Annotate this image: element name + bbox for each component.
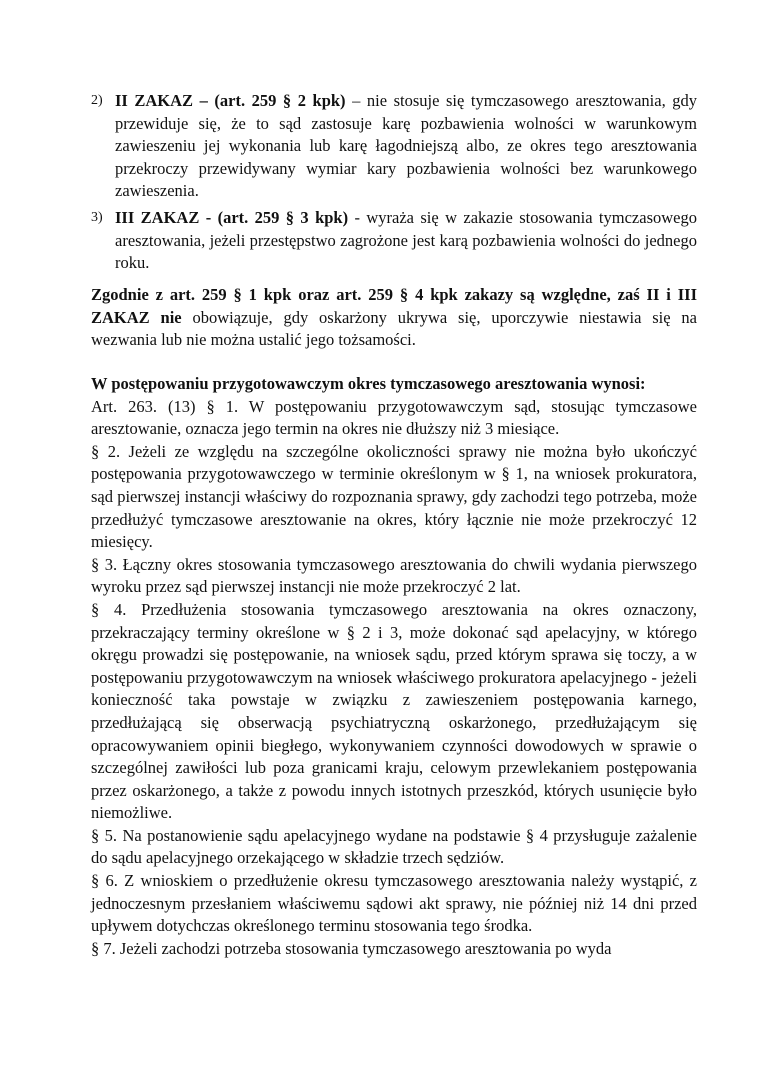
paragraph-2: § 2. Jeżeli ze względu na szczególne okoliczności sprawy nie można było ukończyć postępowania przygotowawczego w terminie określonym w § 1, na wniosek prokuratora, sąd pierwszej instancji właściwy do rozpoznania sprawy, gdy zachodzi tego potrzeba, może przedłużyć tymczasowe aresztowanie na okres, który łącznie nie może przekroczyć 12 miesięcy.	[91, 441, 697, 552]
section-heading: W postępowaniu przygotowawczym okres tymczasowego aresztowania wynosi:	[91, 374, 646, 393]
list-item-zakaz-3	[91, 207, 697, 275]
list-item-body	[115, 90, 697, 203]
paragraph-art-263-1: Art. 263. (13) § 1. W postępowaniu przygotowawczym sąd, stosując tymczasowe aresztowanie, oznacza jego termin na okres nie dłuższy niż 3 miesiące.	[91, 396, 697, 439]
paragraph-7: § 7. Jeżeli zachodzi potrzeba stosowania tymczasowego aresztowania po wyda	[91, 938, 612, 958]
list-item-zakaz-2	[91, 90, 697, 203]
article-section	[91, 373, 697, 960]
list-item-title: III ZAKAZ - (art. 259 § 3 kpk)	[115, 208, 349, 227]
list-item-text: - wyraża się w zakazie stosowania tymczasowego aresztowania, jeżeli przestępstwo zagrożone jest karą pozbawienia wolności do jednego roku.	[115, 208, 697, 273]
paragraph-3: § 3. Łączny okres stosowania tymczasowego aresztowania do chwili wydania pierwszego wyroku przez sąd pierwszej instancji nie może przekroczyć 2 lat.	[91, 554, 697, 597]
list-number: 2)	[91, 93, 103, 108]
summary-text: obowiązuje, gdy oskarżony ukrywa się, uporczywie niestawia się na wezwania lub nie można ustalić jego tożsamości.	[91, 307, 698, 350]
list-item-body	[115, 207, 697, 275]
summary-bold: Zgodnie z art. 259 § 1 kpk oraz art. 259 § 4 kpk zakazy są względne, zaś II i III ZAKAZ nie	[91, 285, 697, 327]
paragraph-5: § 5. Na postanowienie sądu apelacyjnego wydane na podstawie § 4 przysługuje zażalenie do sądu apelacyjnego orzekającego w składzie trzech sędziów.	[91, 825, 697, 868]
list-item-title: II ZAKAZ – (art. 259 § 2 kpk)	[115, 91, 346, 110]
list-number: 3)	[91, 210, 103, 225]
paragraph-4: § 4. Przedłużenia stosowania tymczasowego aresztowania na okres oznaczony, przekraczający terminy określone w § 2 i 3, może dokonać sąd apelacyjny, w którego okręgu prowadzi się postępowanie, na wniosek sądu, przed którym sprawa się toczy, a w postępowaniu przygotowawczym na wniosek właściwego prokuratora apelacyjnego - jeżeli konieczność taka powstaje w związku z zawieszeniem postępowania karnego, przedłużającą się obserwacją psychiatryczną oskarżonego, przedłużającym się opracowywaniem opinii biegłego, wykonywaniem czynności dowodowych w sprawie o szczególnej zawiłości lub poza granicami kraju, celowym przewlekaniem postępowania przez oskarżonego, a także z powodu innych istotnych przeszkód, których usunięcie było niemożliwe.	[91, 599, 697, 823]
summary-paragraph	[91, 284, 697, 352]
list-item-text: – nie stosuje się tymczasowego aresztowania, gdy przewiduje się, że to sąd zastosuje karę pozbawienia wolności w warunkowym zawieszeniu jej wykonania lub karę łagodniejszą albo, ze okres tego aresztowania przekroczy przewidywany wymiar kary pozbawienia wolności bez warunkowego zawieszenia.	[115, 91, 697, 201]
paragraph-6: § 6. Z wnioskiem o przedłużenie okresu tymczasowego aresztowania należy wystąpić, z jednoczesnym przesłaniem właściwemu sądowi akt sprawy, nie później niż 14 dni przed upływem dotychczas określonego terminu stosowania tego środka.	[91, 871, 697, 936]
